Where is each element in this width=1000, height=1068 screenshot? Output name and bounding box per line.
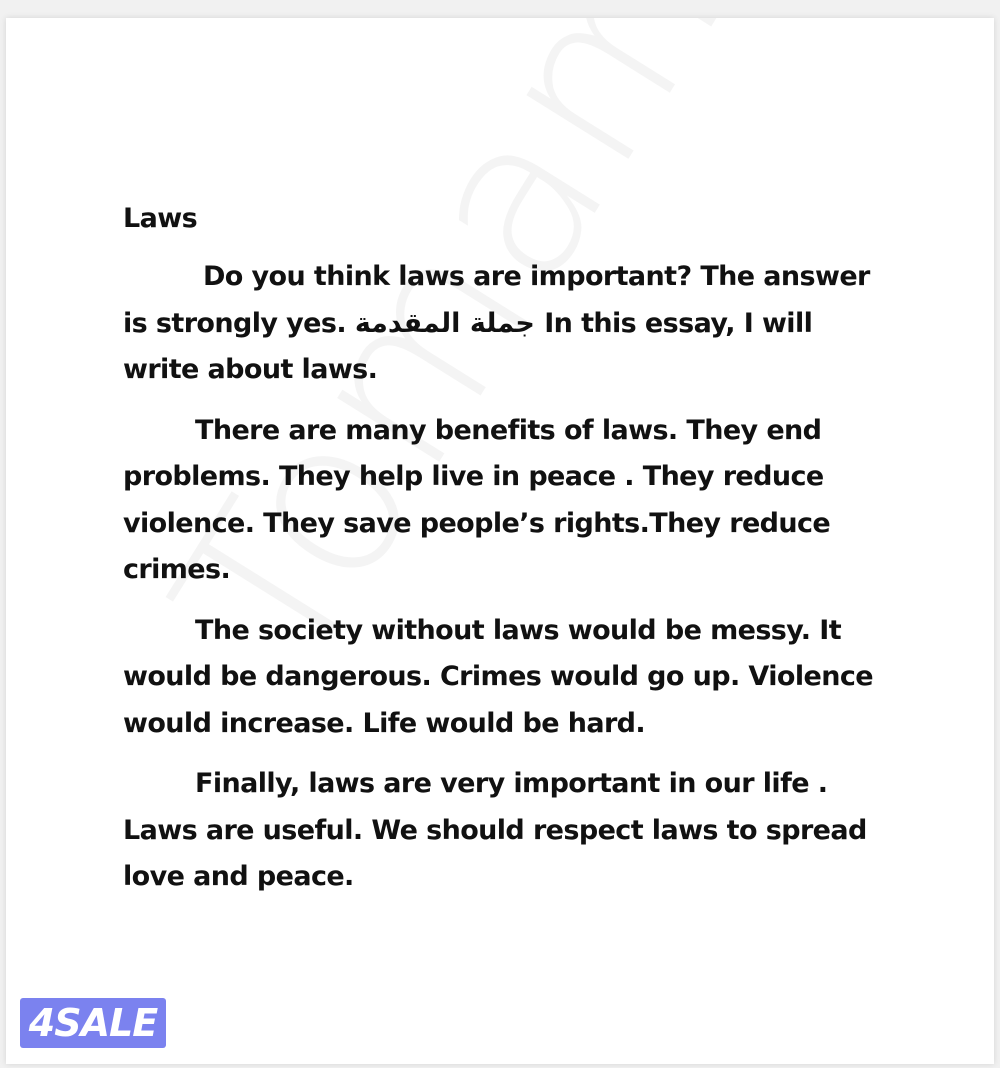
essay-title: Laws (123, 203, 198, 234)
4sale-logo-badge: 4SALE (20, 998, 166, 1048)
paragraph-society: The society without laws would be messy. It would be dangerous. Crimes would go up. Violence would increase. Life would be hard. (123, 614, 873, 739)
document-page (6, 18, 994, 1064)
paragraph-introduction: Do you think laws are important? The answer is strongly yes. جملة المقدمة In this essay, I will write about laws. (123, 261, 870, 385)
essay-body (123, 196, 883, 915)
paragraph-benefits: There are many benefits of laws. They end problems. They help live in peace . They reduce violence. They save people’s rights.They reduce crimes. (123, 414, 831, 585)
paragraph-conclusion: Finally, laws are very important in our life . Laws are useful. We should respect laws to spread love and peace. (123, 768, 867, 892)
